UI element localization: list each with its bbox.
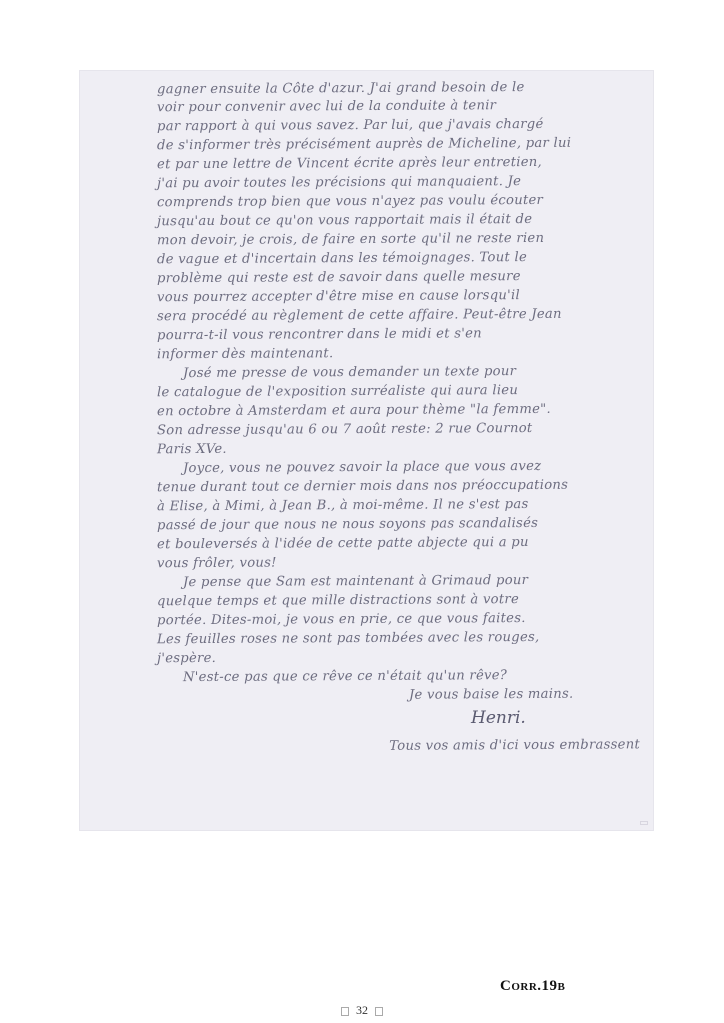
letter-line: de vague et d'incertain dans les témoignages. Tout le [156, 250, 528, 268]
letter-line: vous pourrez accepter d'être mise en cause lorsqu'il [156, 288, 520, 306]
letter-line: mon devoir, je crois, de faire en sorte qu'il ne reste rien [156, 230, 545, 249]
correspondence-label: Corr.19b [500, 978, 566, 994]
letter-line: sera procédé au règlement de cette affaire. Peut-être Jean [156, 306, 562, 325]
letter-line: le catalogue de l'exposition surréaliste qui aura lieu [156, 383, 519, 401]
page-number: 32 [356, 1003, 368, 1017]
letter-line: par rapport à qui vous savez. Par lui, que j'avais chargé [156, 116, 544, 135]
letter-line: problème qui reste est de savoir dans quelle mesure [156, 269, 521, 287]
letter-line: Les feuilles roses ne sont pas tombées avec les rouges, [156, 629, 540, 648]
letter-line: portée. Dites-moi, je vous en prie, ce que vous faites. [156, 611, 526, 629]
letter-line: Je pense que Sam est maintenant à Grimaud pour [182, 573, 529, 591]
letter-line: Paris XVe. [156, 441, 227, 458]
letter-line: Joyce, vous ne pouvez savoir la place que vous avez [182, 458, 542, 477]
page-bracket-right-icon [375, 1007, 383, 1016]
letter-line: passé de jour que nous ne nous soyons pas scandalisés [156, 515, 539, 534]
letter-line: informer dès maintenant. [156, 346, 334, 363]
letter-line: j'espère. [156, 650, 217, 667]
letter-line: tenue durant tout ce dernier mois dans nos préoccupations [156, 477, 569, 496]
letter-line: Son adresse jusqu'au 6 ou 7 août reste: 2 rue Cournot [156, 420, 533, 439]
archive-stamp [640, 821, 648, 825]
page-bracket-left-icon [341, 1007, 349, 1016]
letter-line: jusqu'au bout ce qu'on vous rapportait mais il était de [156, 211, 533, 230]
postscript: Tous vos amis d'ici vous embrassent [389, 737, 641, 754]
letter-line: N'est-ce pas que ce rêve ce n'était qu'un rêve? [182, 668, 508, 686]
letter-line: voir pour convenir avec lui de la conduite à tenir [156, 98, 497, 116]
letter-line: pourra-t-il vous rencontrer dans le midi et s'en [156, 326, 482, 344]
letter-line: comprends trop bien que vous n'ayez pas voulu écouter [156, 192, 544, 211]
letter-line: vous frôler, vous! [156, 555, 277, 572]
letter-line: en octobre à Amsterdam et aura pour thème "la femme". [156, 401, 551, 420]
letter-line: et par une lettre de Vincent écrite après leur entretien, [156, 154, 543, 173]
letter-line: à Elise, à Mimi, à Jean B., à moi-même. Il ne s'est pas [156, 497, 529, 515]
letter-line: et bouleversés à l'idée de cette patte abjecte qui a pu [156, 535, 529, 553]
letter-closing: Je vous baise les mains. [408, 686, 574, 703]
letter-scan [79, 70, 654, 831]
letter-line: José me presse de vous demander un texte pour [182, 364, 517, 382]
page-number-row [0, 1003, 724, 1018]
letter-line: j'ai pu avoir toutes les précisions qui manquaient. Je [156, 174, 522, 192]
signature: Henri. [471, 708, 526, 728]
letter-line: quelque temps et que mille distractions sont à votre [156, 592, 520, 610]
letter-line: gagner ensuite la Côte d'azur. J'ai grand besoin de le [156, 80, 525, 98]
letter-line: de s'informer très précisément auprès de Micheline, par lui [156, 135, 572, 154]
